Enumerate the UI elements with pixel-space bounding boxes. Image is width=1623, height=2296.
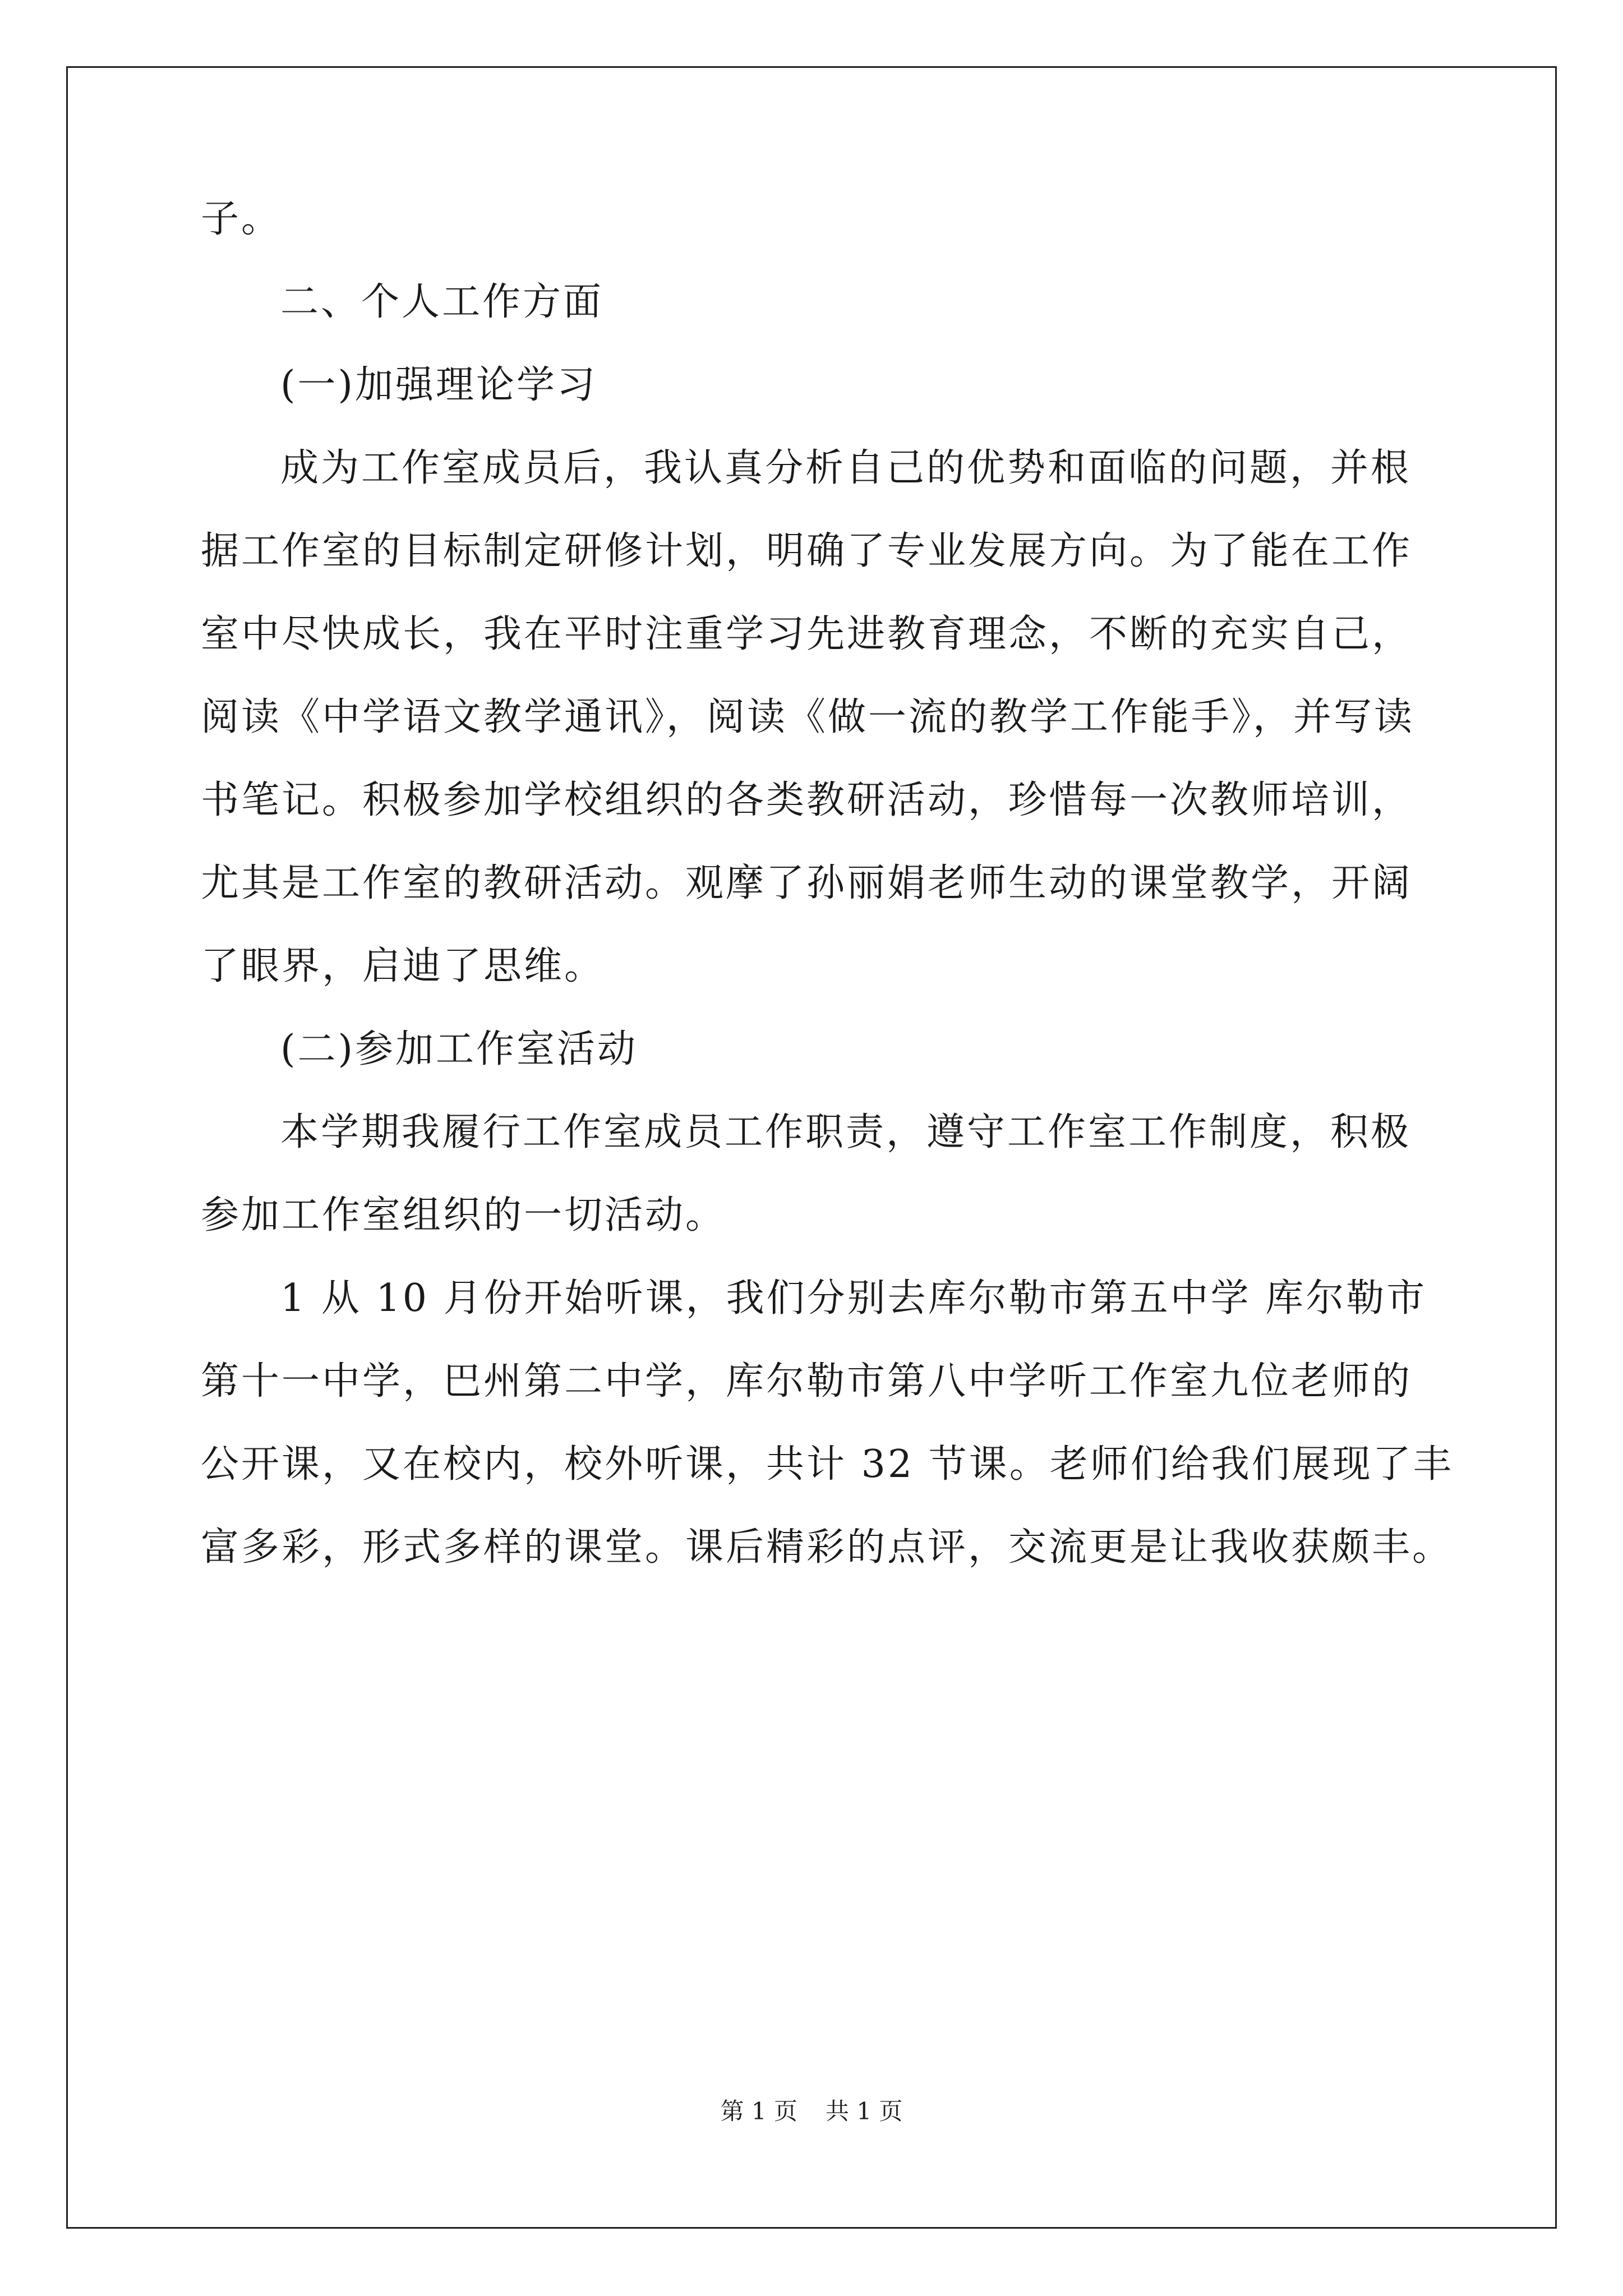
text-line: 尤其是工作室的教研活动。观摩了孙丽娟老师生动的课堂教学，开阔	[201, 861, 1413, 905]
subsection-heading: (一)加强理论学习	[280, 363, 598, 407]
text-line: 阅读《中学语文教学通讯》，阅读《做一流的教学工作能手》，并写读	[201, 695, 1415, 739]
page-number: 第 1 页	[720, 2097, 797, 2125]
text-line: 书笔记。积极参加学校组织的各类教研活动，珍惜每一次教师培训，	[201, 778, 1413, 822]
text-line: 子。	[201, 197, 282, 241]
text-line: 据工作室的目标制定研修计划，明确了专业发展方向。为了能在工作	[201, 529, 1413, 573]
section-heading: 二、个人工作方面	[280, 280, 604, 324]
text-line: 本学期我履行工作室成员工作职责，遵守工作室工作制度，积极	[280, 1110, 1412, 1154]
text-line: 了眼界，启迪了思维。	[201, 944, 605, 988]
text-line: 参加工作室组织的一切活动。	[201, 1193, 726, 1237]
text-line: 室中尽快成长，我在平时注重学习先进教育理念，不断的充实自己，	[201, 612, 1413, 656]
text-line: 1 从 10 月份开始听课，我们分别去库尔勒市第五中学 库尔勒市	[280, 1276, 1427, 1320]
page-footer	[0, 2097, 1623, 2125]
text-line: 公开课，又在校内，校外听课，共计 32 节课。老师们给我们展现了丰	[201, 1442, 1454, 1487]
text-line: 富多彩，形式多样的课堂。课后精彩的点评，交流更是让我收获颇丰。	[201, 1525, 1453, 1570]
document-body	[201, 197, 1454, 1612]
text-line: 成为工作室成员后，我认真分析自己的优势和面临的问题，并根	[280, 446, 1412, 490]
subsection-heading: (二)参加工作室活动	[280, 1027, 638, 1071]
text-line: 第十一中学，巴州第二中学，库尔勒市第八中学听工作室九位老师的	[201, 1359, 1413, 1404]
page-total: 共 1 页	[826, 2097, 903, 2125]
